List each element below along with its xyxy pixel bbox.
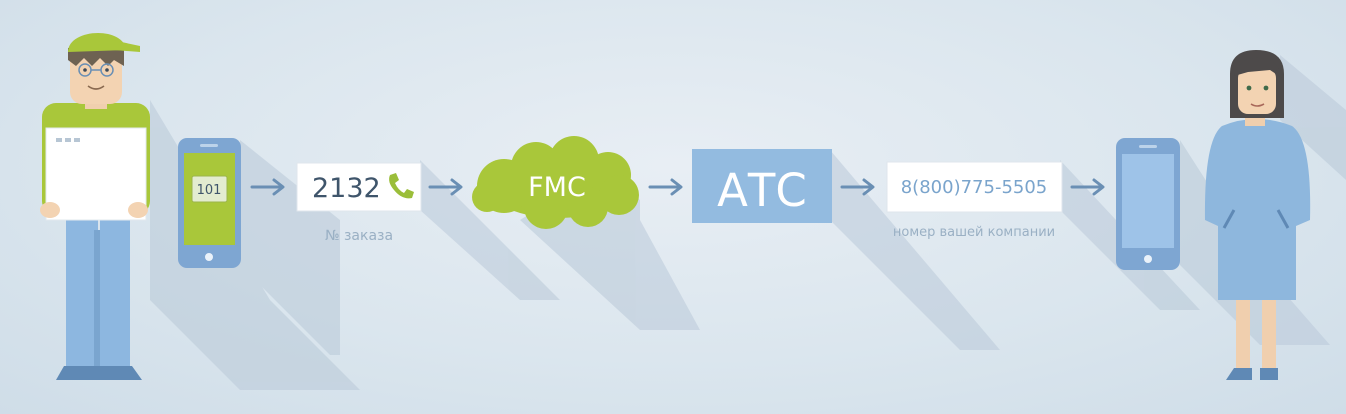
pbx-label: АТС bbox=[717, 164, 807, 217]
company-number-caption: номер вашей компании bbox=[892, 225, 1056, 240]
courier-phone bbox=[178, 138, 241, 268]
order-caption: № заказа bbox=[324, 228, 394, 244]
fmc-label: FMC bbox=[528, 172, 586, 203]
arrow-3 bbox=[650, 180, 681, 194]
sim-card-label: 101 bbox=[196, 183, 222, 198]
courier-figure bbox=[40, 33, 150, 380]
pbx-box bbox=[692, 149, 832, 223]
order-code: 2132 bbox=[312, 173, 381, 204]
company-number: 8(800)775-5505 bbox=[900, 177, 1048, 198]
order-number-box bbox=[297, 163, 421, 211]
company-number-box bbox=[887, 162, 1062, 212]
customer-phone bbox=[1116, 138, 1180, 270]
